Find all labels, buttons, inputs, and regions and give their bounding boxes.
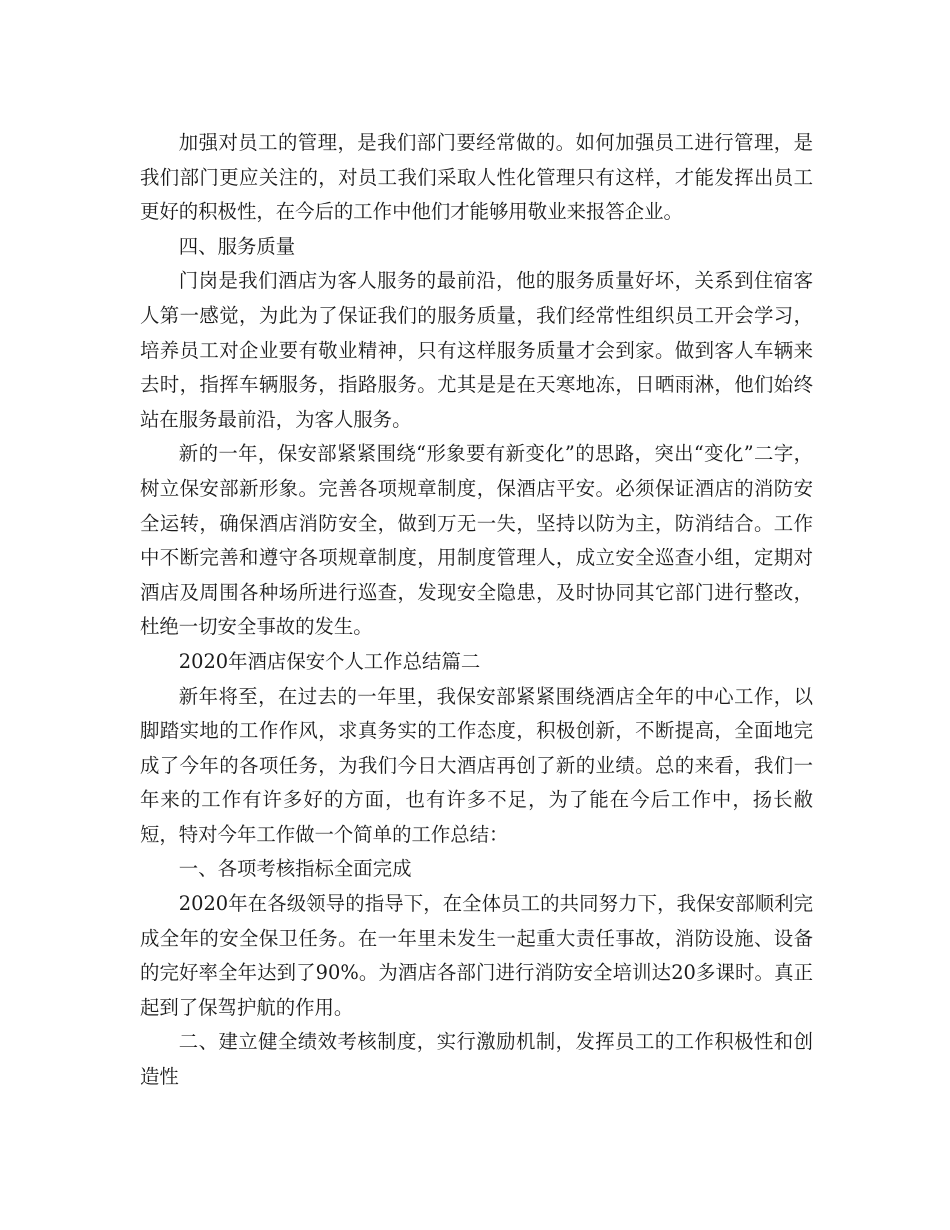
heading-performance-system: 二、建立健全绩效考核制度，实行激励机制，发挥员工的工作积极性和创造性 [140, 1030, 813, 1089]
paragraph-staff-management: 加强对员工的管理，是我们部门要经常做的。如何加强员工进行管理，是我们部门更应关注的，对员工我们采取人性化管理只有这样，才能发挥出员工更好的积极性，在今后的工作中他们才能够用敬业来报答企业。 [140, 131, 813, 224]
paragraph-new-year-plan: 新的一年，保安部紧紧围绕“形象要有新变化”的思路，突出“变化”二字，树立保安部新形象。完善各项规章制度，保酒店平安。必须保证酒店的消防安全运转，确保酒店消防安全，做到万无一失，坚持以防为主，防消结合。工作中不断完善和遵守各项规章制度，用制度管理人，成立安全巡查小组，定期对酒店及周围各种场所进行巡查，发现安全隐患，及时协同其它部门进行整改，杜绝一切安全事故的发生。 [140, 442, 813, 639]
section-title-part-two: 2020年酒店保安个人工作总结篇二 [178, 649, 481, 673]
paragraph-year-review: 新年将至，在过去的一年里，我保安部紧紧围绕酒店全年的中心工作，以脚踏实地的工作作风，求真务实的工作态度，积极创新，不断提高，全面地完成了今年的各项任务，为我们今日大酒店再创了新的业绩。总的来看，我们一年来的工作有许多好的方面，也有许多不足，为了能在今后工作中，扬长敝短，特对今年工作做一个简单的工作总结： [140, 684, 813, 846]
paragraph-assessment-results: 2020年在各级领导的指导下，在全体员工的共同努力下，我保安部顺利完成全年的安全保卫任务。在一年里未发生一起重大责任事故，消防设施、设备的完好率全年达到了90%。为酒店各部门进行消防安全培训达20多课时。真正起到了保驾护航的作用。 [140, 892, 813, 1019]
heading-service-quality: 四、服务质量 [178, 234, 296, 258]
heading-assessment-indicators: 一、各项考核指标全面完成 [178, 857, 412, 881]
paragraph-service-quality: 门岗是我们酒店为客人服务的最前沿，他的服务质量好坏，关系到住宿客人第一感觉，为此为了保证我们的服务质量，我们经常性组织员工开会学习，培养员工对企业要有敬业精神，只有这样服务质量才会到家。做到客人车辆来去时，指挥车辆服务，指路服务。尤其是是在天寒地冻，日晒雨淋，他们始终站在服务最前沿，为客人服务。 [140, 269, 813, 431]
document-body [140, 126, 813, 1095]
